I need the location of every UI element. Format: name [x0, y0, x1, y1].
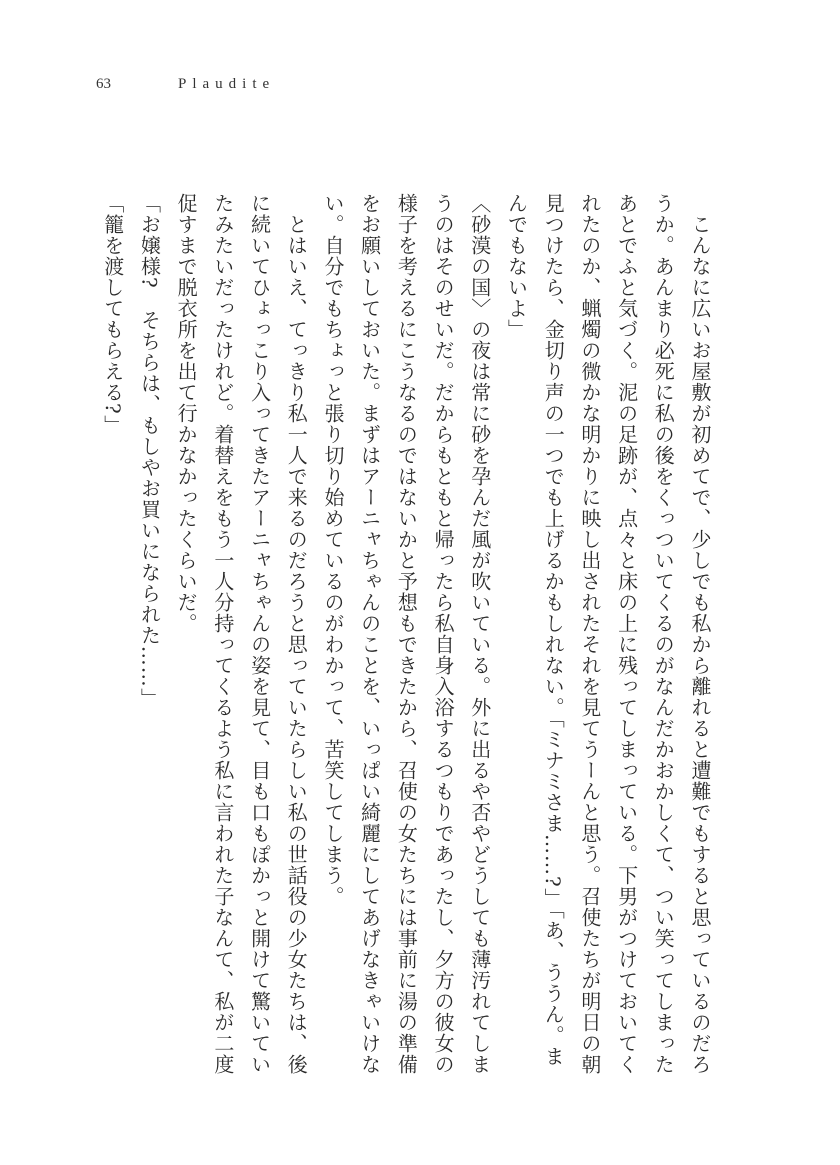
text-line: 「籠を渡してもらえる?」	[100, 193, 125, 436]
text-line: あとでふと気づく。泥の足跡が、点々と床の上に残ってしまっている。下男がつけておいてく	[614, 193, 639, 1075]
text-line: い。自分でもちょっと張り切り始めているのがわかって、苦笑してしまう。	[320, 193, 345, 907]
text-line: とはいえ、てっきり私一人で来るのだろうと思っていたらしい私の世話役の少女たちは、後	[284, 193, 309, 1075]
running-title: Plaudite	[178, 76, 276, 92]
text-line: に続いてひょっこり入ってきたアーニャちゃんの姿を見て、目も口もぽかっと開けて驚いてい	[247, 193, 272, 1075]
body-text	[94, 193, 718, 1093]
page-number: 63	[96, 76, 111, 92]
text-line: うか。あんまり必死に私の後をくっついてくるのがなんだかおかしくて、つい笑ってしまった	[651, 193, 676, 1075]
text-line: こんなに広いお屋敷が初めてで、少しでも私から離れると遭難でもすると思っているのだろ	[688, 193, 712, 1075]
text-line: んでもないよ」	[504, 193, 529, 340]
text-line: 〈砂漠の国〉の夜は常に砂を孕んだ風が吹いている。外に出るや否やどうしても薄汚れてしま	[467, 193, 492, 1075]
text-line: れたのか、蝋燭の微かな明かりに映し出されたそれを見てうーんと思う。召使たちが明日の朝	[577, 193, 602, 1075]
text-line: 様子を考えるにこうなるのではないかと予想もできたから、召使の女たちには事前に湯の準備	[394, 193, 419, 1075]
text-line: 「お嬢様? そちらは、もしやお買いになられた……」	[137, 193, 162, 709]
text-line: 促すまで脱衣所を出て行かなかったくらいだ。	[174, 193, 199, 634]
text-line: をお願いしておいた。まずはアーニャちゃんのことを、いっぱい綺麗にしてあげなきゃいけな	[357, 193, 382, 1075]
text-line: たみたいだったけれど。着替えをもう一人分持ってくるよう私に言われた子なんて、私が二度	[210, 193, 235, 1075]
text-line: うのはそのせいだ。だからもともと帰ったら私自身入浴するつもりであったし、夕方の彼女の	[431, 193, 456, 1075]
text-line: 見つけたら、金切り声の一つでも上げるかもしれない。「ミナミさま……?」「あ、ううん。ま	[541, 193, 566, 1067]
